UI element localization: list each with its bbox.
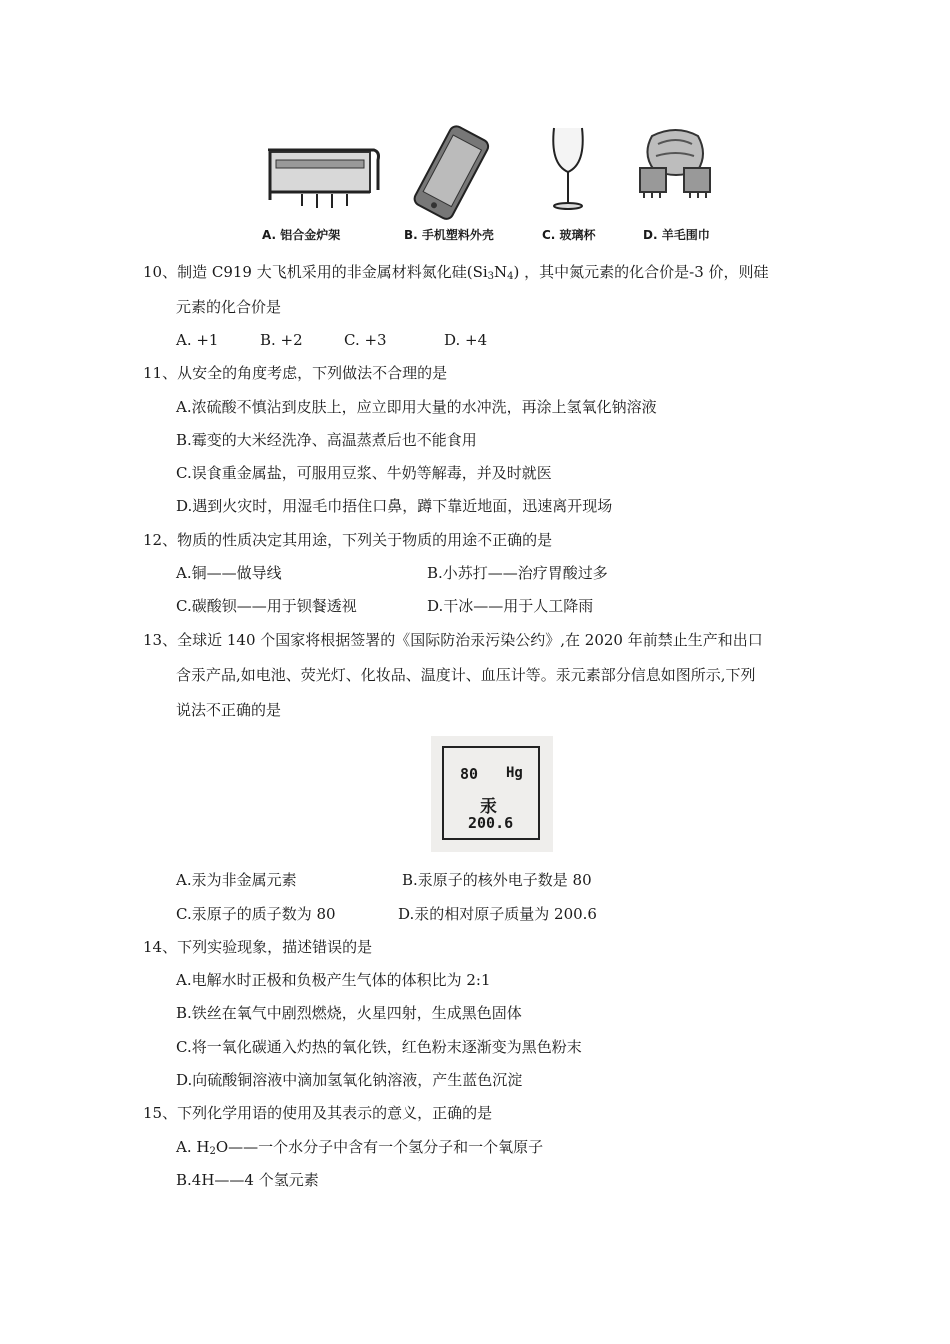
figure-label-b: B. 手机塑料外壳 (404, 228, 494, 242)
wine-glass-icon (546, 124, 590, 212)
figure-phone-shell (408, 124, 492, 222)
q14-option-a: A.电解水时正极和负极产生气体的体积比为 2:1 (176, 971, 491, 989)
q15-option-a-rest: O——一个水分子中含有一个氢分子和一个氧原子 (215, 1138, 544, 1156)
q10-option-d: D. +4 (444, 331, 488, 349)
q15-stem: 15、下列化学用语的使用及其表示的意义，正确的是 (143, 1104, 493, 1122)
q13-stem-1: 13、全球近 140 个国家将根据签署的《国际防治汞污染公约》,在 2020 年前禁止生产和出口 (143, 631, 763, 649)
q15-option-a-prefix: A. H (176, 1138, 210, 1156)
q13-option-b: B.汞原子的核外电子数是 80 (402, 871, 592, 889)
q15-option-b: B.4H——4 个氢元素 (176, 1171, 319, 1189)
q10-option-a: A. +1 (176, 331, 219, 349)
q10-sub2: 4 (507, 271, 514, 282)
q10-stem-after: ) ，其中氮元素的化合价是-3 价，则硅 (513, 263, 769, 281)
q12-option-c: C.碳酸钡——用于钡餐透视 (176, 597, 357, 615)
q12-option-d: D.干冰——用于人工降雨 (427, 597, 594, 615)
atomic-number: 80 (460, 765, 479, 783)
q10-mid: N (494, 263, 508, 281)
element-name: 汞 (480, 797, 497, 817)
q10-sub1: 3 (487, 271, 495, 282)
q10-stem-cont: 元素的化合价是 (176, 298, 282, 316)
element-symbol: Hg (506, 765, 523, 781)
q14-option-d: D.向硫酸铜溶液中滴加氢氧化钠溶液，产生蓝色沉淀 (176, 1071, 523, 1089)
figure-label-a: A. 铝合金炉架 (262, 228, 341, 242)
q14-option-c: C.将一氧化碳通入灼热的氧化铁，红色粉末逐渐变为黑色粉末 (176, 1038, 582, 1056)
q10-stem-before: 10、制造 C919 大飞机采用的非金属材料氮化硅(Si (143, 263, 488, 281)
q11-option-b: B.霉变的大米经洗净、高温蒸煮后也不能食用 (176, 431, 477, 449)
figure-label-c: C. 玻璃杯 (542, 228, 596, 242)
q14-stem: 14、下列实验现象，描述错误的是 (143, 938, 373, 956)
q13-option-a: A.汞为非金属元素 (176, 871, 297, 889)
q12-option-a: A.铜——做导线 (176, 564, 282, 582)
q11-option-c: C.误食重金属盐，可服用豆浆、牛奶等解毒，并及时就医 (176, 464, 552, 482)
q10-stem (143, 262, 769, 287)
q14-option-b: B.铁丝在氧气中剧烈燃烧，火星四射，生成黑色固体 (176, 1004, 522, 1022)
q11-option-d: D.遇到火灾时，用湿毛巾捂住口鼻，蹲下靠近地面，迅速离开现场 (176, 497, 613, 515)
q13-option-c: C.汞原子的质子数为 80 (176, 905, 336, 923)
figure-wool-scarf (632, 126, 720, 202)
atomic-mass: 200.6 (468, 814, 514, 832)
q13-stem-2: 含汞产品,如电池、荧光灯、化妆品、温度计、血压计等。汞元素部分信息如图所示,下列 (176, 666, 756, 684)
q15-option-a-sub: 2 (209, 1146, 216, 1157)
figure-aluminum-rack (262, 140, 384, 220)
mercury-element-card (431, 736, 553, 852)
q11-option-a: A.浓硫酸不慎沾到皮肤上，应立即用大量的水冲洗，再涂上氢氧化钠溶液 (176, 398, 657, 416)
figure-wine-glass (546, 124, 590, 212)
q10-option-b: B. +2 (260, 331, 303, 349)
q11-stem: 11、从安全的角度考虑，下列做法不合理的是 (143, 364, 448, 382)
q12-stem: 12、物质的性质决定其用途，下列关于物质的用途不正确的是 (143, 531, 553, 549)
q10-option-c: C. +3 (344, 331, 387, 349)
aluminum-rack-icon (262, 140, 384, 220)
q13-stem-3: 说法不正确的是 (176, 701, 282, 719)
phone-shell-icon (408, 124, 492, 222)
q15-option-a (176, 1137, 543, 1162)
q12-option-b: B.小苏打——治疗胃酸过多 (427, 564, 608, 582)
figure-label-d: D. 羊毛围巾 (643, 228, 710, 242)
q13-option-d: D.汞的相对原子质量为 200.6 (398, 905, 597, 923)
mercury-element-frame (442, 746, 540, 840)
wool-scarf-icon (632, 126, 720, 202)
